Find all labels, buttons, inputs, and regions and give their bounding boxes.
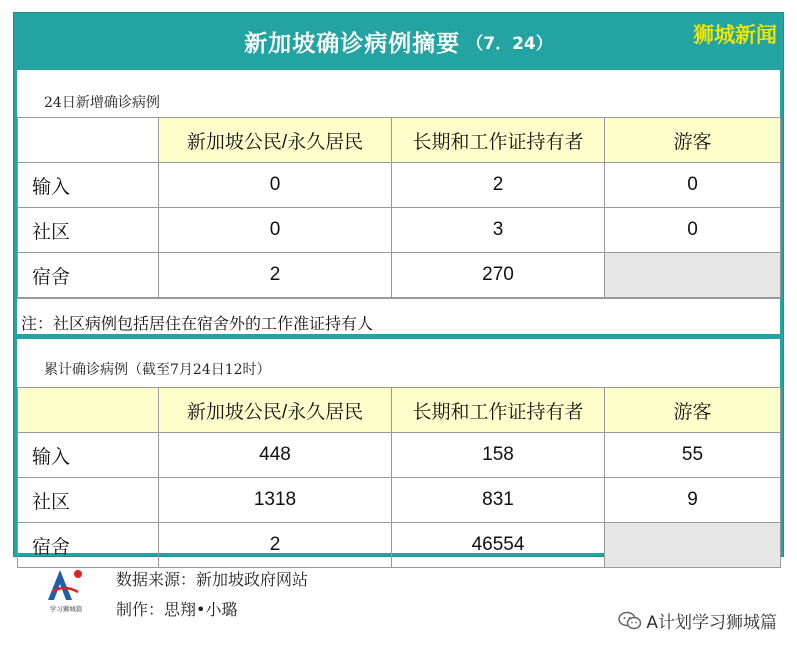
- table-row: [18, 163, 781, 208]
- brand-label: 狮城新闻: [693, 23, 777, 47]
- table-cell: 158: [392, 433, 605, 478]
- table-cell: 0: [159, 208, 392, 253]
- daily-table: [17, 117, 781, 298]
- empty-cell: [605, 253, 781, 298]
- column-header: 长期和工作证持有者: [392, 388, 605, 433]
- row-label: 宿舍: [18, 253, 159, 298]
- table-cell: 2: [159, 253, 392, 298]
- row-label: 输入: [18, 163, 159, 208]
- cumulative-caption: 累计确诊病例（截至7月24日12时）: [44, 362, 271, 378]
- table-row: [18, 433, 781, 478]
- table-cell: 0: [605, 208, 781, 253]
- table-cell: 1318: [159, 478, 392, 523]
- wechat-name: A计划学习狮城篇: [646, 613, 777, 633]
- empty-cell: [605, 523, 781, 568]
- made-by-text: 制作：思翔•小璐: [116, 600, 238, 619]
- daily-panel: [17, 70, 780, 334]
- row-label: 社区: [18, 208, 159, 253]
- cumulative-table: [17, 387, 781, 568]
- wechat-icon: [618, 611, 642, 631]
- page-title: 新加坡确诊病例摘要: [244, 30, 461, 57]
- column-header: 长期和工作证持有者: [392, 118, 605, 163]
- table-cell: 270: [392, 253, 605, 298]
- table-cell: 46554: [392, 523, 605, 568]
- table-cell: 448: [159, 433, 392, 478]
- row-label: 社区: [18, 478, 159, 523]
- table-header-row: [18, 118, 781, 163]
- column-header: 游客: [605, 118, 781, 163]
- table-cell: 2: [392, 163, 605, 208]
- table-cell: 9: [605, 478, 781, 523]
- logo-text: 学习狮城篇: [49, 605, 83, 613]
- table-cell: 55: [605, 433, 781, 478]
- logo: [38, 566, 94, 614]
- column-header: 游客: [605, 388, 781, 433]
- cumulative-panel: [17, 339, 780, 558]
- footnote: 注：社区病例包括居住在宿舍外的工作准证持有人: [17, 298, 780, 344]
- row-label: 输入: [18, 433, 159, 478]
- row-label: 宿舍: [18, 523, 159, 568]
- corner-cell: [18, 118, 159, 163]
- title-bar: [14, 13, 783, 69]
- table-row: [18, 523, 781, 568]
- column-header: 新加坡公民/永久居民: [159, 118, 392, 163]
- summary-frame: [13, 12, 784, 557]
- column-header: 新加坡公民/永久居民: [159, 388, 392, 433]
- table-row: [18, 478, 781, 523]
- table-row: [18, 253, 781, 298]
- wechat-account: [618, 608, 777, 633]
- table-header-row: [18, 388, 781, 433]
- table-cell: 2: [159, 523, 392, 568]
- title-date: （7．24）: [466, 33, 553, 54]
- daily-caption: 24日新增确诊病例: [44, 95, 160, 111]
- table-cell: 3: [392, 208, 605, 253]
- table-cell: 0: [605, 163, 781, 208]
- table-cell: 831: [392, 478, 605, 523]
- table-cell: 0: [159, 163, 392, 208]
- source-text: 数据来源：新加坡政府网站: [116, 570, 309, 589]
- table-row: [18, 208, 781, 253]
- corner-cell: [18, 388, 159, 433]
